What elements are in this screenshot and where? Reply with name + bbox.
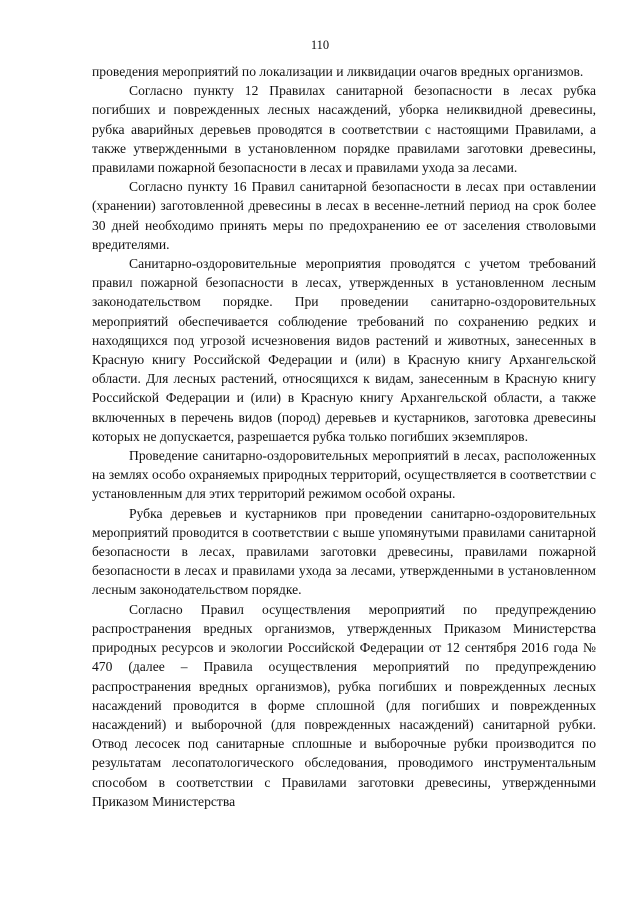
paragraph: Согласно пункту 12 Правилах санитарной безопасности в лесах рубка погибших и поврежденных лесных насаждений, уборка неликвидной древесины, рубка аварийных деревьев проводятся в соответствии с настоящими Правилами, а также утвержденными в установленном порядке правилами заготовки древесины, правилами пожарной безопасности в лесах и правилами ухода за лесами. bbox=[92, 83, 596, 176]
paragraph: Санитарно-оздоровительные мероприятия проводятся с учетом требований правил пожарной безопасности в лесах, утвержденных в установленном лесным законодательством порядке. При проведении санитарно-оздоровительных мероприятий обеспечивается соблюдение требований по сохранению редких и находящихся под угрозой исчезновения видов растений и животных, занесенных в Красную книгу Российской Федерации и (или) в Красную книгу Архангельской области. Для лесных растений, относящихся к видам, занесенным в Красную книгу Российской Федерации и (или) в Красную книгу Архангельской области, а также включенных в перечень видов (пород) деревьев и кустарников, заготовка древесины которых не допускается, разрешается рубка только погибших экземпляров. bbox=[92, 256, 596, 444]
page-number: 110 bbox=[310, 38, 330, 52]
paragraph: Согласно пункту 16 Правил санитарной безопасности в лесах при оставлении (хранении) заготовленной древесины в лесах в весенне-летний период на срок более 30 дней необходимо принять меры по предохранению ее от заселения стволовыми вредителями. bbox=[92, 179, 596, 252]
paragraph: Проведение санитарно-оздоровительных мероприятий в лесах, расположенных на землях особо охраняемых природных территорий, осуществляется в соответствии с установленным для этих территорий режимом особой охраны. bbox=[92, 448, 596, 502]
paragraph-continuation: проведения мероприятий по локализации и ликвидации очагов вредных организмов. bbox=[92, 64, 584, 79]
document-body bbox=[92, 62, 596, 811]
paragraph: Рубка деревьев и кустарников при проведении санитарно-оздоровительных мероприятий проводится в соответствии с выше упомянутыми правилами санитарной безопасности в лесах, правилами заготовки древесины, правилами пожарной безопасности в лесах и правилами ухода за лесами, утвержденными в установленном лесным законодательством порядке. bbox=[92, 505, 596, 598]
paragraph: Согласно Правил осуществления мероприятий по предупреждению распространения вредных организмов, утвержденных Приказом Министерства природных ресурсов и экологии Российской Федерации от 12 сентября 2016 года № 470 (далее – Правила осуществления мероприятий по предупреждению распространения вредных организмов), рубка погибших и поврежденных лесных насаждений проводится в форме сплошной (для погибших и поврежденных насаждений) и выборочной (для поврежденных насаждений) санитарной рубки. Отвод лесосек под санитарные сплошные и выборочные рубки производится по результатам лесопатологического обследования, проводимого инструментальным способом в соответствии с Правилами заготовки древесины, утвержденными Приказом Министерства bbox=[92, 601, 596, 809]
